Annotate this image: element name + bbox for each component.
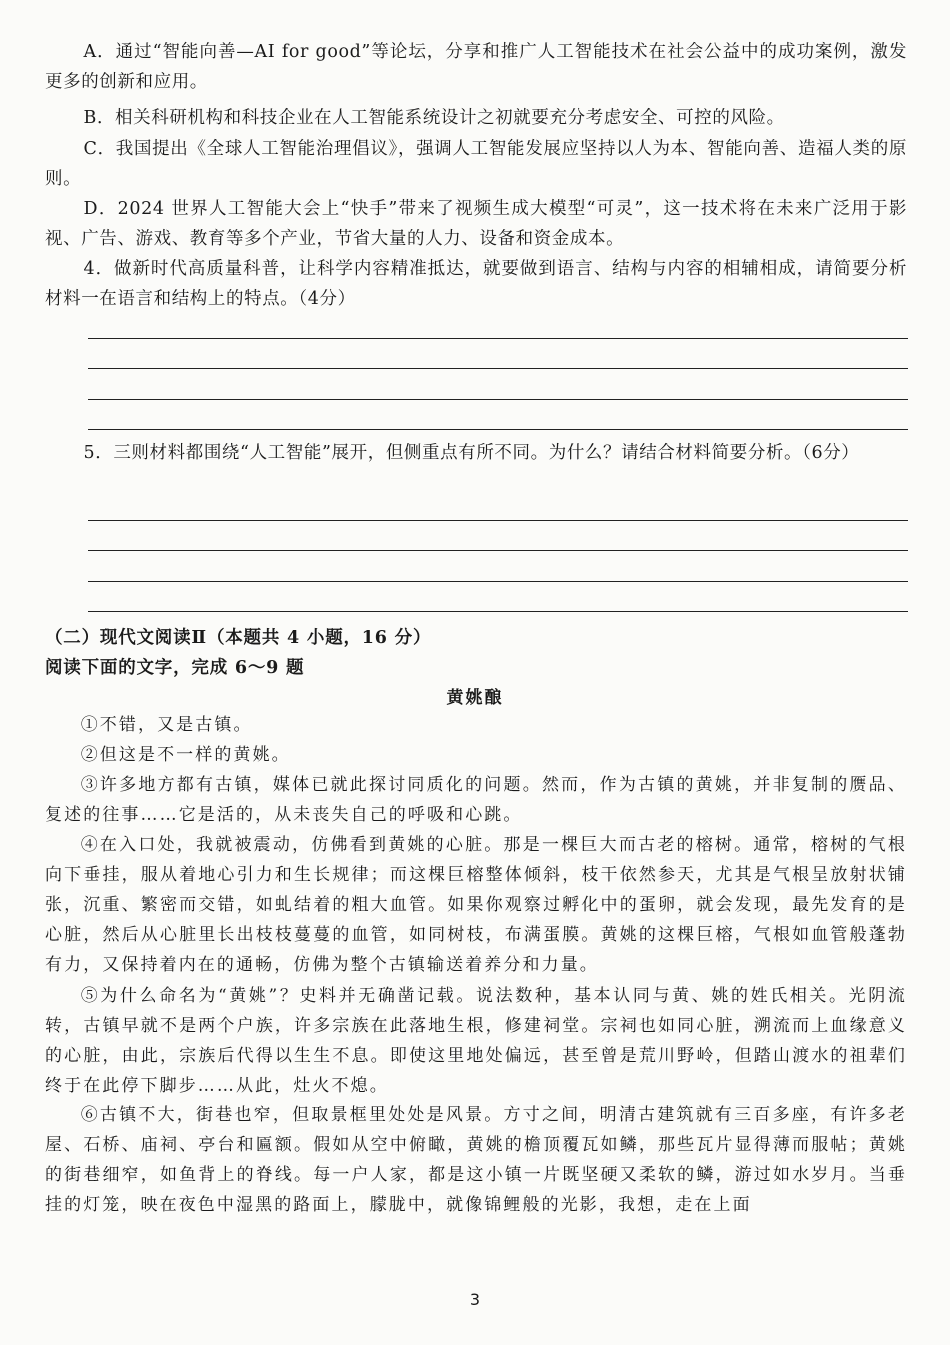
answer-line[interactable] xyxy=(88,520,908,521)
answer-line[interactable] xyxy=(88,550,908,551)
question-5: 5．三则材料都围绕“人工智能”展开，但侧重点有所不同。为什么？请结合材料简要分析。（6分） xyxy=(83,443,860,463)
question-4: 4．做新时代高质量科普，让科学内容精准抵达，就要做到语言、结构与内容的相辅相成，请简要分析材料一在语言和结构上的特点。（4分） xyxy=(45,259,907,309)
answer-line[interactable] xyxy=(88,338,908,339)
passage-paragraph: ⑤为什么命名为“黄姚”？史料并无确凿记载。说法数种，基本认同与黄、姚的姓氏相关。光阴流转，古镇早就不是两个户族，许多宗族在此落地生根，修建祠堂。宗祠也如同心脏，溯流而上血缘意义的心脏，由此，宗族后代得以生生不息。即使这里地处偏远，甚至曾是荒川野岭，但踏山渡水的祖辈们终于在此停下脚步……从此，灶火不熄。 xyxy=(45,986,907,1096)
answer-line[interactable] xyxy=(88,368,908,369)
option-c: C．我国提出《全球人工智能治理倡议》，强调人工智能发展应坚持以人为本、智能向善、造福人类的原则。 xyxy=(45,139,907,189)
option-d: D．2024 世界人工智能大会上“快手”带来了视频生成大模型“可灵”，这一技术将在未来广泛用于影视、广告、游戏、教育等多个产业，节省大量的人力、设备和资金成本。 xyxy=(45,199,907,249)
section-heading: （二）现代文阅读Ⅱ（本题共 4 小题，16 分） xyxy=(45,628,432,648)
answer-line[interactable] xyxy=(88,429,908,430)
option-b: B．相关科研机构和科技企业在人工智能系统设计之初就要充分考虑安全、可控的风险。 xyxy=(83,108,785,128)
page-number: 3 xyxy=(469,1290,481,1309)
passage-paragraph: ④在入口处，我就被震动，仿佛看到黄姚的心脏。那是一棵巨大而古老的榕树。通常，榕树的气根向下垂挂，服从着地心引力和生长规律；而这棵巨榕整体倾斜，枝干依然参天，尤其是气根呈放射状铺张，沉重、繁密而交错，如虬结着的粗大血管。如果你观察过孵化中的蛋卵，就会发现，最先发育的是心脏，然后从心脏里长出枝枝蔓蔓的血管，如同树枝，布满蛋膜。黄姚的这棵巨榕，气根如血管般蓬勃有力，又保持着内在的通畅，仿佛为整个古镇输送着养分和力量。 xyxy=(45,835,907,975)
passage-paragraph: ②但这是不一样的黄姚。 xyxy=(80,745,291,765)
option-a: A．通过“智能向善—AI for good”等论坛，分享和推广人工智能技术在社会公益中的成功案例，激发更多的创新和应用。 xyxy=(45,42,907,92)
passage-title: 黄姚酿 xyxy=(446,688,504,708)
answer-line[interactable] xyxy=(88,581,908,582)
passage-paragraph: ⑥古镇不大，街巷也窄，但取景框里处处是风景。方寸之间，明清古建筑就有三百多座，有许多老屋、石桥、庙祠、亭台和匾额。假如从空中俯瞰，黄姚的檐顶覆瓦如鳞，那些瓦片显得薄而服帖；黄姚的街巷细窄，如鱼背上的脊线。每一户人家，都是这小镇一片既坚硬又柔软的鳞，游过如水岁月。当垂挂的灯笼，映在夜色中湿黑的路面上，朦胧中，就像锦鲤般的光影，我想，走在上面 xyxy=(45,1105,907,1215)
passage-paragraph: ①不错，又是古镇。 xyxy=(80,715,253,735)
answer-line[interactable] xyxy=(88,611,908,612)
answer-line[interactable] xyxy=(88,399,908,400)
passage-paragraph: ③许多地方都有古镇，媒体已就此探讨同质化的问题。然而，作为古镇的黄姚，并非复制的赝品、复述的往事……它是活的，从未丧失自己的呼吸和心跳。 xyxy=(45,775,907,825)
section-instruction: 阅读下面的文字，完成 6～9 题 xyxy=(45,658,305,678)
